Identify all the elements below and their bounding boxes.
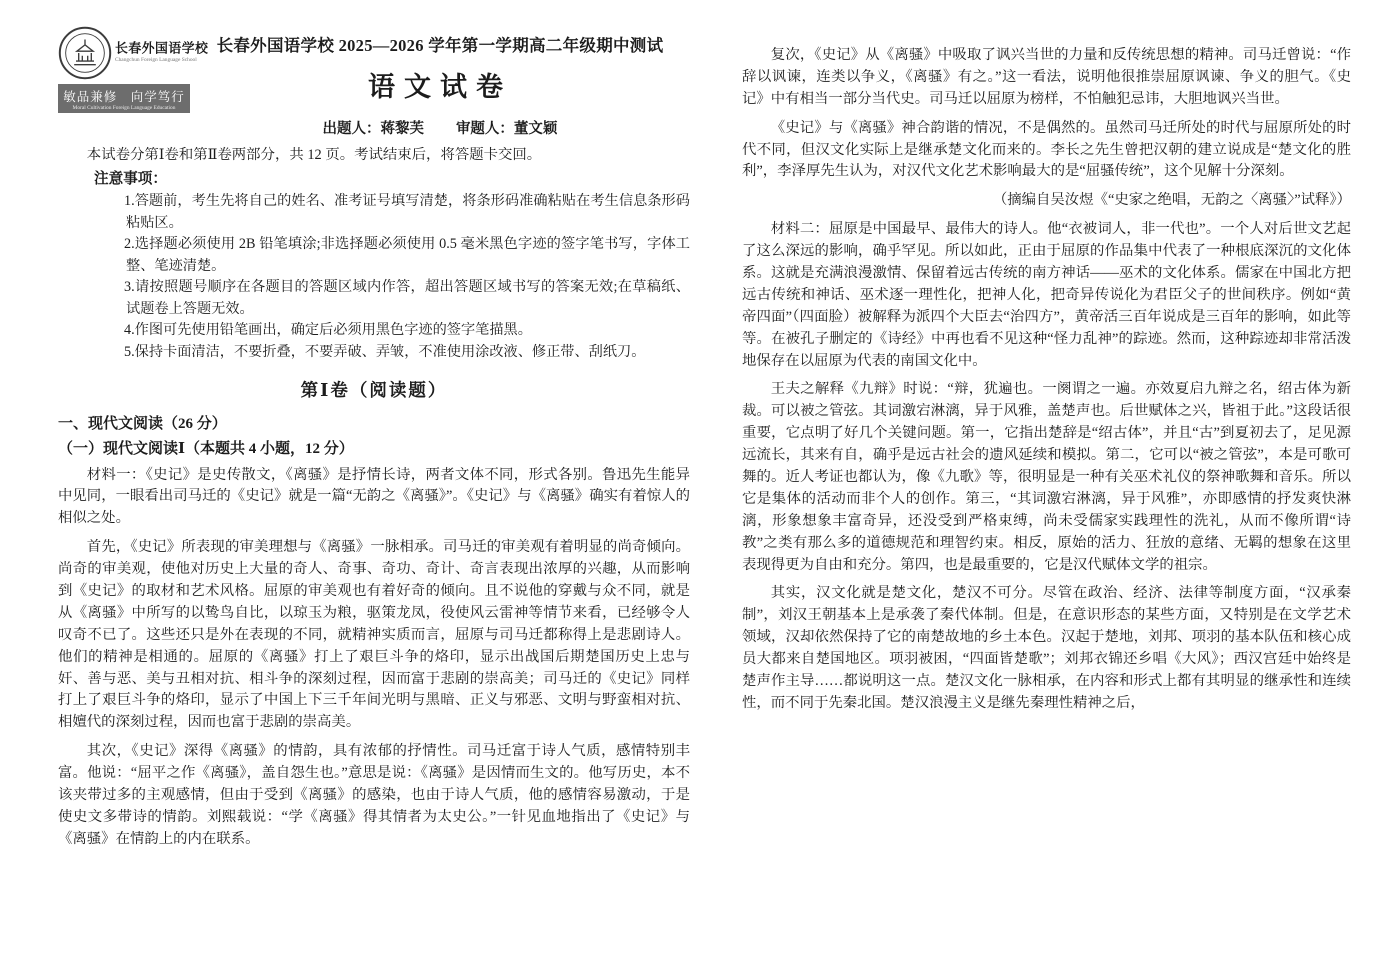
school-motto-english: Moral Cultivation Foreign Language Education [72,105,176,111]
section-heading: 一、现代文阅读（26 分） [58,415,227,432]
notice-item: 5.保持卡面清洁，不要折叠，不要弄破、弄皱，不准使用涂改液、修正带、刮纸刀。 [124,343,646,360]
notices-title: 注意事项： [94,171,167,188]
exam-setter: 出题人：蒋黎芙 [322,121,425,137]
exam-title: 长春外国语学校 2025—2026 学年第一学期高二年级期中测试 [216,36,664,55]
school-motto: 敏品兼修 向学笃行 [63,90,185,104]
material-paragraph: 其实，汉文化就是楚文化，楚汉不可分。尽管在政治、经济、法律等制度方面，“汉承秦制”，刘汉王朝基本上是承袭了秦代体制。但是，在意识形态的某些方面，又特别是在文学艺术领域，汉却依然保持了它的南楚故地的乡土本色。汉起于楚地，刘邦、项羽的基本队伍和核心成员大都来自楚国地区。项羽被困，“四面皆楚歌”；刘邦衣锦还乡唱《大风》；西汉宫廷中始终是楚声作主导……都说明这一点。楚汉文化一脉相承，在内容和形式上都有其明显的继承性和连续性，而不同于先秦北国。楚汉浪漫主义是继先秦理性精神之后， [742,585,1351,711]
right-column [742,26,1351,955]
left-column [58,26,690,955]
school-motto-banner [58,84,190,113]
material-paragraph: 首先，《史记》所表现的审美理想与《离骚》一脉相承。司马迁的审美观有着明显的尚奇倾向。尚奇的审美观，使他对历史上大量的奇人、奇事、奇功、奇计、奇言表现出浓厚的兴趣，从而影响到《史记》的取材和艺术风格。屈原的审美观也有着好奇的倾向。且不说他的穿戴与众不同，就是从《离骚》中所写的以鸷鸟自比，以琼玉为粮，驱策龙凤，役使风云雷神等情节来看，已经够令人叹奇不已了。这些还只是外在表现的不同，就精神实质而言，屈原与司马迁都称得上是悲剧诗人。他们的精神是相通的。屈原的《离骚》打上了艰巨斗争的烙印，显示出战国后期楚国历史上忠与奸、善与恶、美与丑相对抗、相斗争的深刻过程，因而富于悲剧的崇高美；司马迁的《史记》同样打上了艰巨斗争的烙印，显示了中国上下三千年间光明与黑暗、正义与邪恶、文明与野蛮相对抗、相嬗代的深刻过程，因而也富于悲剧的崇高美。 [58,539,690,731]
school-name: 长春外国语学校 [115,42,209,57]
notice-item: 2.选择题必须使用 2B 铅笔填涂;非选择题必须使用 0.5 毫米黑色字迹的签字笔书写，字体工整、笔迹清楚。 [124,236,690,274]
subsection-heading: （一）现代文阅读Ⅰ（本题共 4 小题，12 分） [58,440,354,457]
material-paragraph: 《史记》与《离骚》神合韵谐的情况，不是偶然的。虽然司马迁所处的时代与屈原所处的时代不同，但汉文化实际上是继承楚文化而来的。李长之先生曾把汉朝的建立说成是“楚文化的胜利”，李泽厚先生认为，对汉代文化艺术影响最大的是“屈骚传统”，这个见解十分深刻。 [742,119,1351,180]
notices-block [94,168,690,363]
title-stack [190,26,690,138]
material-paragraph: 材料一：《史记》是史传散文，《离骚》是抒情长诗，两者文体不同，形式各别。鲁迅先生能异中见同，一眼看出司马迁的《史记》就是一篇“无韵之《离骚》”。《史记》与《离骚》确实有着惊人的相似之处。 [58,466,690,527]
exam-subject-title: 语文试卷 [368,72,512,102]
school-name-block [115,42,217,64]
material-paragraph: 其次，《史记》深得《离骚》的情韵，具有浓郁的抒情性。司马迁富于诗人气质，感情特别丰富。他说：“屈平之作《离骚》，盖自怨生也。”意思是说：《离骚》是因情而生文的。他写历史，本不该夹带过多的主观感情，但由于受到《离骚》的感染，也由于诗人气质，他的感情容易激动，于是使史文多带诗的情韵。刘熙载说：“学《离骚》得其情者为太史公。”一针见血地指出了《史记》与《离骚》在情韵上的内在联系。 [58,743,690,847]
exam-intro: 本试卷分第Ⅰ卷和第Ⅱ卷两部分，共 12 页。考试结束后，将答题卡交回。 [86,147,542,163]
notice-item: 3.请按照题号顺序在各题目的答题区域内作答，超出答题区域书写的答案无效;在草稿纸、试题卷上答题无效。 [124,279,690,317]
material-paragraph: 复次，《史记》从《离骚》中吸取了讽兴当世的力量和反传统思想的精神。司马迁曾说：“作辞以讽谏，连类以争义，《离骚》有之。”这一看法，说明他很推崇屈原讽谏、争义的胆气。《史记》中有相当一部分当代史。司马迁以屈原为榜样，不怕触犯忌讳，大胆地讽兴当世。 [742,47,1351,107]
exam-authors [190,117,690,138]
school-name-english: Changchun Foreign Language School [115,57,197,64]
notice-item: 4.作图可先使用铅笔画出，确定后必须用黑色字迹的签字笔描黑。 [124,322,532,339]
school-seal-icon [58,26,112,80]
material-paragraph: 材料二：屈原是中国最早、最伟大的诗人。他“衣被词人，非一代也”。一个人对后世文艺起了这么深远的影响，确乎罕见。所以如此，正由于屈原的作品集中代表了一种根底深沉的文化体系。这就是充满浪漫激情、保留着远古传统的南方神话——巫术的文化体系。儒家在中国北方把远古传统和神话、巫术逐一理性化，把神人化，把奇异传说化为君臣父子的世间秩序。例如“黄帝四面”（四面脸）被解释为派四个大臣去“治四方”，黄帝活三百年说成是三百年的影响，如此等等。在被孔子删定的《诗经》中再也看不见这种“怪力乱神”的踪迹。然而，这种踪迹却非常活泼地保存在以屈原为代表的南国文化中。 [742,221,1351,369]
school-logo-top [58,26,209,80]
notice-item: 1.答题前，考生先将自己的姓名、准考证号填写清楚，将条形码准确粘贴在考生信息条形码粘贴区。 [124,192,690,231]
material-paragraph: 王夫之解释《九辩》时说：“辩，犹遍也。一阕谓之一遍。亦效夏启九辩之名，绍古体为新裁。可以被之管弦。其词激宕淋漓，异于风雅，盖楚声也。后世赋体之兴，皆祖于此。”这段话很重要，它点明了好几个关键问题。第一，它指出楚辞是“绍古体”，并且“古”到夏初去了，足见源远流长，其来有自，确乎是远古社会的遗风延续和模拟。第二，它可以“被之管弦”，本是可歌可舞的。近人考证也都认为，像《九歌》等，很明显是一种有关巫术礼仪的祭神歌舞和音乐。所以它是集体的活动而非个人的创作。第三，“其词激宕淋漓，异于风雅”，亦即感情的抒发爽快淋漓，形象想象丰富奇异，还没受到严格束缚，尚未受儒家实践理性的洗礼，从而不像所谓“诗教”之类有那么多的道德规范和理智约束。相反，原始的活力、狂放的意绪、无羁的想象在这里表现得更为自由和充分。第四，也是最重要的，它是汉代赋体文学的祖宗。 [742,381,1351,573]
exam-reviewer: 审题人：董文颖 [455,121,558,137]
citation-line: （摘编自吴汝煜《“史家之绝唱，无韵之〈离骚〉”试释》） [992,192,1351,209]
header [58,26,690,138]
school-logo [58,26,209,138]
volume-title: 第Ⅰ卷（阅读题） [300,379,448,400]
